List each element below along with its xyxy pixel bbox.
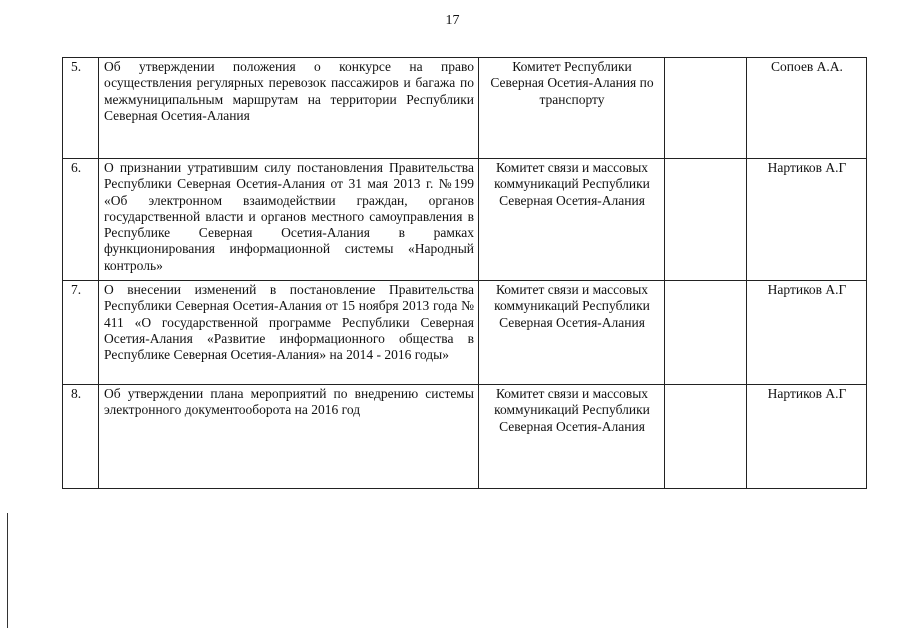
row-organization: Комитет связи и массовых коммуникаций Республики Северная Осетия-Алания bbox=[479, 281, 665, 385]
page-number: 17 bbox=[445, 13, 460, 28]
row-responsible: Нартиков А.Г bbox=[747, 281, 867, 385]
row-responsible: Сопоев А.А. bbox=[747, 58, 867, 159]
plan-table bbox=[62, 57, 867, 489]
row-deadline bbox=[665, 385, 747, 489]
table-row bbox=[63, 281, 867, 385]
row-number: 5. bbox=[63, 58, 99, 159]
row-title: О признании утратившим силу постановления Правительства Республики Северная Осетия-Алания от 31 мая 2013 г. №199 «Об электронном взаимодействии граждан, органов государственной власти и органов местного самоуправления в Республике Северная Осетия-Алания в рамках функционирования информационной системы «Народный контроль» bbox=[99, 159, 479, 281]
table-row bbox=[63, 159, 867, 281]
row-organization: Комитет связи и массовых коммуникаций Республики Северная Осетия-Алания bbox=[479, 385, 665, 489]
row-number: 8. bbox=[63, 385, 99, 489]
table-row bbox=[63, 58, 867, 159]
row-number: 6. bbox=[63, 159, 99, 281]
row-title: Об утверждении положения о конкурсе на право осуществления регулярных перевозок пассажиров и багажа по межмуниципальным маршрутам на территории Республики Северная Осетия-Алания bbox=[99, 58, 479, 159]
row-deadline bbox=[665, 281, 747, 385]
table-row bbox=[63, 385, 867, 489]
row-responsible: Нартиков А.Г bbox=[747, 385, 867, 489]
row-title: О внесении изменений в постановление Правительства Республики Северная Осетия-Алания от 15 ноября 2013 года № 411 «О государственной программе Республики Северная Осетия-Алания «Развитие информационного общества в Республике Северная Осетия-Алания» на 2014 - 2016 годы» bbox=[99, 281, 479, 385]
row-responsible: Нартиков А.Г bbox=[747, 159, 867, 281]
row-title: Об утверждении плана мероприятий по внедрению системы электронного документооборота на 2016 год bbox=[99, 385, 479, 489]
row-deadline bbox=[665, 58, 747, 159]
row-organization: Комитет Республики Северная Осетия-Алания по транспорту bbox=[479, 58, 665, 159]
row-organization: Комитет связи и массовых коммуникаций Республики Северная Осетия-Алания bbox=[479, 159, 665, 281]
row-number: 7. bbox=[63, 281, 99, 385]
row-deadline bbox=[665, 159, 747, 281]
scan-margin-line bbox=[7, 513, 8, 628]
